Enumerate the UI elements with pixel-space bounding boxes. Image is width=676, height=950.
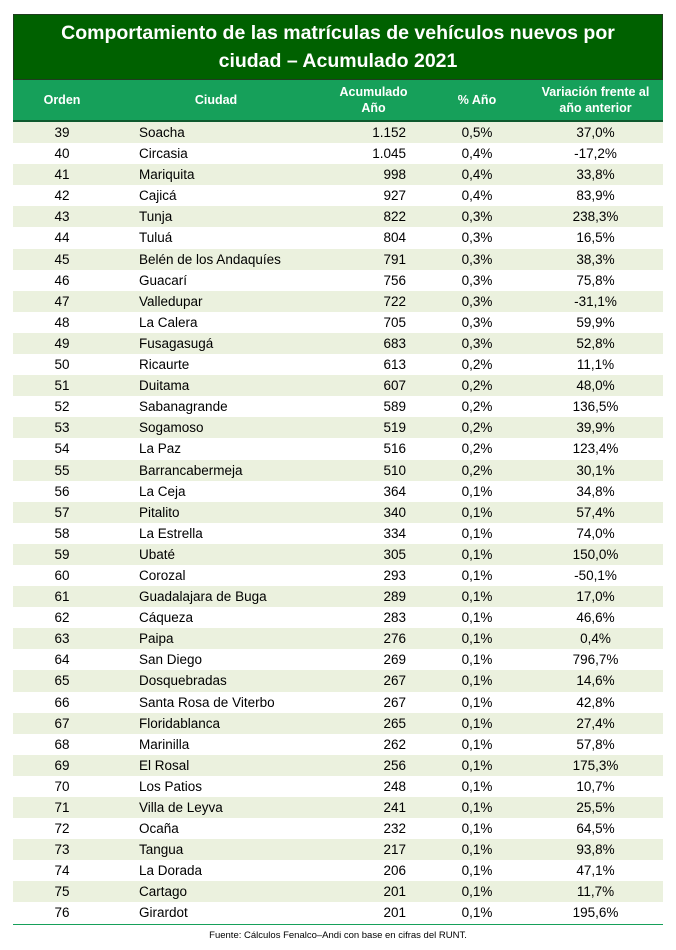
cell-variacion: 42,8% — [576, 694, 615, 710]
cell-acumulado: 822 — [383, 209, 406, 225]
table-row — [13, 396, 663, 417]
cell-variacion: 52,8% — [576, 335, 615, 351]
cell-pct: 0,2% — [461, 378, 493, 394]
cell-acumulado: 998 — [383, 167, 406, 183]
cell-variacion: 238,3% — [572, 209, 619, 225]
cell-orden: 59 — [54, 546, 70, 562]
cell-orden: 40 — [54, 146, 70, 162]
table-row — [13, 227, 663, 248]
cell-orden: 70 — [54, 778, 70, 794]
cell-pct: 0,1% — [461, 757, 493, 773]
cell-pct: 0,1% — [461, 842, 493, 858]
cell-orden: 64 — [54, 652, 70, 668]
cell-acumulado: 1.152 — [372, 125, 406, 140]
cell-variacion: 16,5% — [576, 230, 615, 246]
cell-orden: 71 — [54, 800, 70, 815]
cell-ciudad: Floridablanca — [139, 715, 221, 731]
cell-orden: 73 — [54, 842, 70, 858]
cell-variacion: 30,1% — [576, 462, 615, 478]
cell-acumulado: 791 — [383, 251, 406, 267]
cell-ciudad: Villa de Leyva — [139, 800, 223, 815]
table-title — [13, 14, 663, 80]
cell-pct: 0,1% — [461, 715, 493, 731]
cell-pct: 0,1% — [461, 694, 493, 710]
cell-acumulado: 340 — [383, 504, 406, 520]
table-body — [13, 122, 663, 925]
cell-pct: 0,1% — [461, 567, 493, 583]
cell-variacion: 74,0% — [576, 525, 615, 541]
cell-acumulado: 201 — [383, 884, 406, 900]
cell-pct: 0,2% — [461, 357, 493, 373]
cell-variacion: 48,0% — [576, 378, 615, 394]
cell-variacion: -31,1% — [574, 293, 617, 309]
table-header — [13, 80, 663, 122]
cell-variacion: 34,8% — [576, 483, 615, 499]
cell-acumulado: 289 — [383, 589, 406, 605]
cell-variacion: 150,0% — [572, 546, 619, 562]
cell-ciudad: Cajicá — [139, 188, 177, 204]
cell-acumulado: 217 — [383, 842, 406, 858]
cell-ciudad: El Rosal — [139, 757, 190, 773]
cell-pct: 0,1% — [461, 800, 493, 815]
cell-variacion: 64,5% — [576, 821, 615, 837]
cell-ciudad: La Ceja — [139, 483, 186, 499]
cell-orden: 51 — [54, 378, 70, 394]
cell-orden: 68 — [54, 736, 70, 752]
cell-pct: 0,1% — [461, 610, 493, 626]
cell-pct: 0,1% — [461, 736, 493, 752]
cell-ciudad: Guacarí — [139, 272, 188, 288]
cell-variacion: 37,0% — [576, 125, 615, 140]
cell-orden: 72 — [54, 821, 70, 837]
header-pct: % Año — [457, 93, 497, 107]
cell-ciudad: Duitama — [139, 378, 190, 394]
cell-acumulado: 206 — [383, 863, 406, 879]
table-row — [13, 565, 663, 586]
cell-orden: 47 — [54, 293, 70, 309]
table-row — [13, 375, 663, 396]
cell-variacion: 11,1% — [576, 357, 615, 373]
cell-ciudad: Cartago — [139, 884, 188, 900]
table-row — [13, 502, 663, 523]
cell-acumulado: 241 — [383, 800, 406, 815]
header-orden: Orden — [43, 93, 81, 107]
cell-acumulado: 265 — [383, 715, 406, 731]
cell-orden: 44 — [54, 230, 70, 246]
cell-pct: 0,3% — [461, 293, 493, 309]
cell-orden: 69 — [54, 757, 70, 773]
cell-pct: 0,1% — [461, 589, 493, 605]
cell-variacion: 38,3% — [576, 251, 615, 267]
cell-ciudad: Pitalito — [139, 504, 180, 520]
table-row — [13, 670, 663, 691]
cell-orden: 76 — [54, 905, 70, 921]
cell-orden: 49 — [54, 335, 70, 351]
cell-pct: 0,1% — [461, 525, 493, 541]
cell-variacion: 57,8% — [576, 736, 615, 752]
cell-ciudad: La Calera — [139, 314, 198, 330]
cell-orden: 65 — [54, 673, 70, 689]
cell-variacion: 83,9% — [576, 188, 615, 204]
cell-ciudad: San Diego — [139, 652, 203, 668]
cell-acumulado: 276 — [383, 631, 406, 647]
cell-acumulado: 256 — [383, 757, 406, 773]
cell-ciudad: Paipa — [139, 631, 174, 647]
table-row — [13, 417, 663, 438]
table-row — [13, 312, 663, 333]
cell-acumulado: 607 — [383, 378, 406, 394]
cell-ciudad: Fusagasugá — [139, 335, 214, 351]
cell-variacion: -17,2% — [574, 146, 617, 162]
cell-acumulado: 269 — [383, 652, 406, 668]
cell-pct: 0,1% — [461, 546, 493, 562]
cell-variacion: 17,0% — [576, 589, 615, 605]
title-line-1: Comportamiento de las matrículas de vehículos nuevos por — [61, 22, 615, 44]
cell-ciudad: Guadalajara de Buga — [139, 589, 267, 605]
header-ciudad: Ciudad — [194, 93, 238, 107]
cell-ciudad: Santa Rosa de Viterbo — [139, 694, 275, 710]
cell-orden: 43 — [54, 209, 70, 225]
cell-orden: 46 — [54, 272, 70, 288]
table-row — [13, 523, 663, 544]
table-row — [13, 902, 663, 923]
header-acumulado-line2: Año — [361, 101, 386, 115]
table-row — [13, 776, 663, 797]
cell-acumulado: 293 — [383, 567, 406, 583]
cell-pct: 0,2% — [461, 441, 493, 457]
table-row — [13, 122, 663, 143]
cell-variacion: 33,8% — [576, 167, 615, 183]
cell-variacion: 27,4% — [576, 715, 615, 731]
cell-orden: 61 — [54, 589, 70, 605]
cell-orden: 50 — [54, 357, 70, 373]
cell-variacion: 46,6% — [576, 610, 615, 626]
cell-orden: 67 — [54, 715, 70, 731]
cell-ciudad: Marinilla — [139, 736, 190, 752]
cell-pct: 0,4% — [461, 167, 493, 183]
cell-acumulado: 201 — [383, 905, 406, 921]
cell-pct: 0,3% — [461, 272, 493, 288]
cell-ciudad: Soacha — [139, 125, 185, 140]
cell-orden: 62 — [54, 610, 70, 626]
cell-ciudad: Ubaté — [139, 546, 176, 562]
cell-acumulado: 516 — [383, 441, 406, 457]
cell-acumulado: 519 — [383, 420, 406, 436]
cell-orden: 63 — [54, 631, 70, 647]
cell-pct: 0,3% — [461, 335, 493, 351]
cell-acumulado: 1.045 — [372, 146, 406, 162]
table-row — [13, 860, 663, 881]
cell-variacion: 136,5% — [572, 399, 619, 415]
cell-ciudad: Tuluá — [139, 230, 173, 246]
cell-pct: 0,1% — [461, 821, 493, 837]
cell-ciudad: Sogamoso — [139, 420, 204, 436]
cell-orden: 58 — [54, 525, 70, 541]
cell-ciudad: Los Patios — [139, 778, 203, 794]
cell-orden: 55 — [54, 462, 70, 478]
cell-pct: 0,3% — [461, 230, 493, 246]
table-row — [13, 586, 663, 607]
cell-acumulado: 364 — [383, 483, 406, 499]
cell-orden: 48 — [54, 314, 70, 330]
table-row — [13, 818, 663, 839]
table-row — [13, 797, 663, 818]
cell-ciudad: La Estrella — [139, 525, 203, 541]
cell-orden: 41 — [54, 167, 70, 183]
cell-ciudad: Tunja — [139, 209, 173, 225]
cell-acumulado: 267 — [383, 673, 406, 689]
cell-variacion: 796,7% — [572, 652, 619, 668]
table-row — [13, 755, 663, 776]
cell-orden: 54 — [54, 441, 70, 457]
cell-orden: 74 — [54, 863, 70, 879]
cell-pct: 0,1% — [461, 884, 493, 900]
cell-pct: 0,2% — [461, 399, 493, 415]
cell-acumulado: 927 — [383, 188, 406, 204]
cell-ciudad: Valledupar — [139, 293, 203, 309]
cell-pct: 0,1% — [461, 631, 493, 647]
cell-orden: 60 — [54, 567, 70, 583]
cell-ciudad: Circasia — [139, 146, 188, 162]
cell-ciudad: Tangua — [139, 842, 184, 858]
table-row — [13, 881, 663, 902]
table-row — [13, 713, 663, 734]
cell-pct: 0,1% — [461, 778, 493, 794]
cell-variacion: 57,4% — [576, 504, 615, 520]
cell-pct: 0,1% — [461, 504, 493, 520]
table-row — [13, 734, 663, 755]
cell-acumulado: 705 — [383, 314, 406, 330]
table-row — [13, 354, 663, 375]
table-row — [13, 438, 663, 459]
cell-orden: 39 — [54, 125, 70, 140]
cell-ciudad: Mariquita — [139, 167, 195, 183]
cell-ciudad: Ricaurte — [139, 357, 190, 373]
cell-pct: 0,1% — [461, 863, 493, 879]
cell-acumulado: 267 — [383, 694, 406, 710]
cell-pct: 0,5% — [461, 125, 493, 140]
table-row — [13, 839, 663, 860]
cell-acumulado: 722 — [383, 293, 406, 309]
header-acumulado — [321, 80, 426, 120]
cell-ciudad: Barrancabermeja — [139, 462, 243, 478]
cell-acumulado: 613 — [383, 357, 406, 373]
cell-variacion: 14,6% — [576, 673, 615, 689]
cell-pct: 0,4% — [461, 146, 493, 162]
table-row — [13, 628, 663, 649]
table-row — [13, 270, 663, 291]
cell-pct: 0,2% — [461, 420, 493, 436]
cell-orden: 52 — [54, 399, 70, 415]
cell-variacion: 123,4% — [572, 441, 619, 457]
cell-acumulado: 248 — [383, 778, 406, 794]
cell-orden: 56 — [54, 483, 70, 499]
cell-ciudad: La Dorada — [139, 863, 203, 879]
cell-variacion: -50,1% — [574, 567, 617, 583]
cell-variacion: 47,1% — [576, 863, 615, 879]
cell-pct: 0,1% — [461, 905, 493, 921]
table-row — [13, 333, 663, 354]
cell-acumulado: 683 — [383, 335, 406, 351]
table-row — [13, 185, 663, 206]
cell-variacion: 10,7% — [576, 778, 615, 794]
cell-acumulado: 589 — [383, 399, 406, 415]
cell-acumulado: 305 — [383, 546, 406, 562]
cell-acumulado: 232 — [383, 821, 406, 837]
header-acumulado-line1: Acumulado — [339, 85, 408, 99]
cell-pct: 0,1% — [461, 673, 493, 689]
cell-orden: 75 — [54, 884, 70, 900]
table-row — [13, 607, 663, 628]
table-row — [13, 249, 663, 270]
cell-acumulado: 334 — [383, 525, 406, 541]
table-row — [13, 291, 663, 312]
cell-acumulado: 510 — [383, 462, 406, 478]
cell-acumulado: 756 — [383, 272, 406, 288]
cell-variacion: 25,5% — [576, 800, 615, 815]
cell-ciudad: Cáqueza — [139, 610, 194, 626]
cell-acumulado: 804 — [383, 230, 406, 246]
cell-ciudad: Dosquebradas — [139, 673, 227, 689]
cell-pct: 0,2% — [461, 462, 493, 478]
cell-variacion: 175,3% — [572, 757, 619, 773]
table-row — [13, 544, 663, 565]
cell-acumulado: 262 — [383, 736, 406, 752]
cell-orden: 45 — [54, 251, 70, 267]
table-row — [13, 649, 663, 670]
cell-pct: 0,4% — [461, 188, 493, 204]
cell-variacion: 0,4% — [580, 631, 611, 647]
cell-ciudad: Ocaña — [139, 821, 179, 837]
cell-pct: 0,3% — [461, 251, 493, 267]
cell-orden: 42 — [54, 188, 70, 204]
cell-orden: 53 — [54, 420, 70, 436]
cell-variacion: 39,9% — [576, 420, 615, 436]
cell-ciudad: Belén de los Andaquíes — [139, 251, 281, 267]
cell-pct: 0,3% — [461, 209, 493, 225]
header-variacion-line1: Variación frente al — [541, 85, 650, 99]
cell-pct: 0,3% — [461, 314, 493, 330]
cell-variacion: 195,6% — [572, 905, 619, 921]
header-variacion — [528, 80, 663, 120]
cell-ciudad: La Paz — [139, 441, 182, 457]
cell-acumulado: 283 — [383, 610, 406, 626]
cell-variacion: 11,7% — [576, 884, 615, 900]
cell-ciudad: Girardot — [139, 905, 188, 921]
table-row — [13, 692, 663, 713]
cell-variacion: 59,9% — [576, 314, 615, 330]
title-line-2: ciudad – Acumulado 2021 — [218, 50, 458, 72]
header-variacion-line2: año anterior — [559, 101, 632, 115]
cell-pct: 0,1% — [461, 652, 493, 668]
cell-ciudad: Corozal — [139, 567, 186, 583]
table-row — [13, 460, 663, 481]
cell-pct: 0,1% — [461, 483, 493, 499]
cell-orden: 66 — [54, 694, 70, 710]
table-row — [13, 143, 663, 164]
table-row — [13, 206, 663, 227]
matriculas-table — [13, 14, 663, 925]
cell-ciudad: Sabanagrande — [139, 399, 228, 415]
cell-variacion: 75,8% — [576, 272, 615, 288]
cell-orden: 57 — [54, 504, 70, 520]
cell-variacion: 93,8% — [576, 842, 615, 858]
source-note: Fuente: Cálculos Fenalco–Andi con base en cifras del RUNT. — [209, 930, 467, 941]
table-row — [13, 164, 663, 185]
table-row — [13, 481, 663, 502]
